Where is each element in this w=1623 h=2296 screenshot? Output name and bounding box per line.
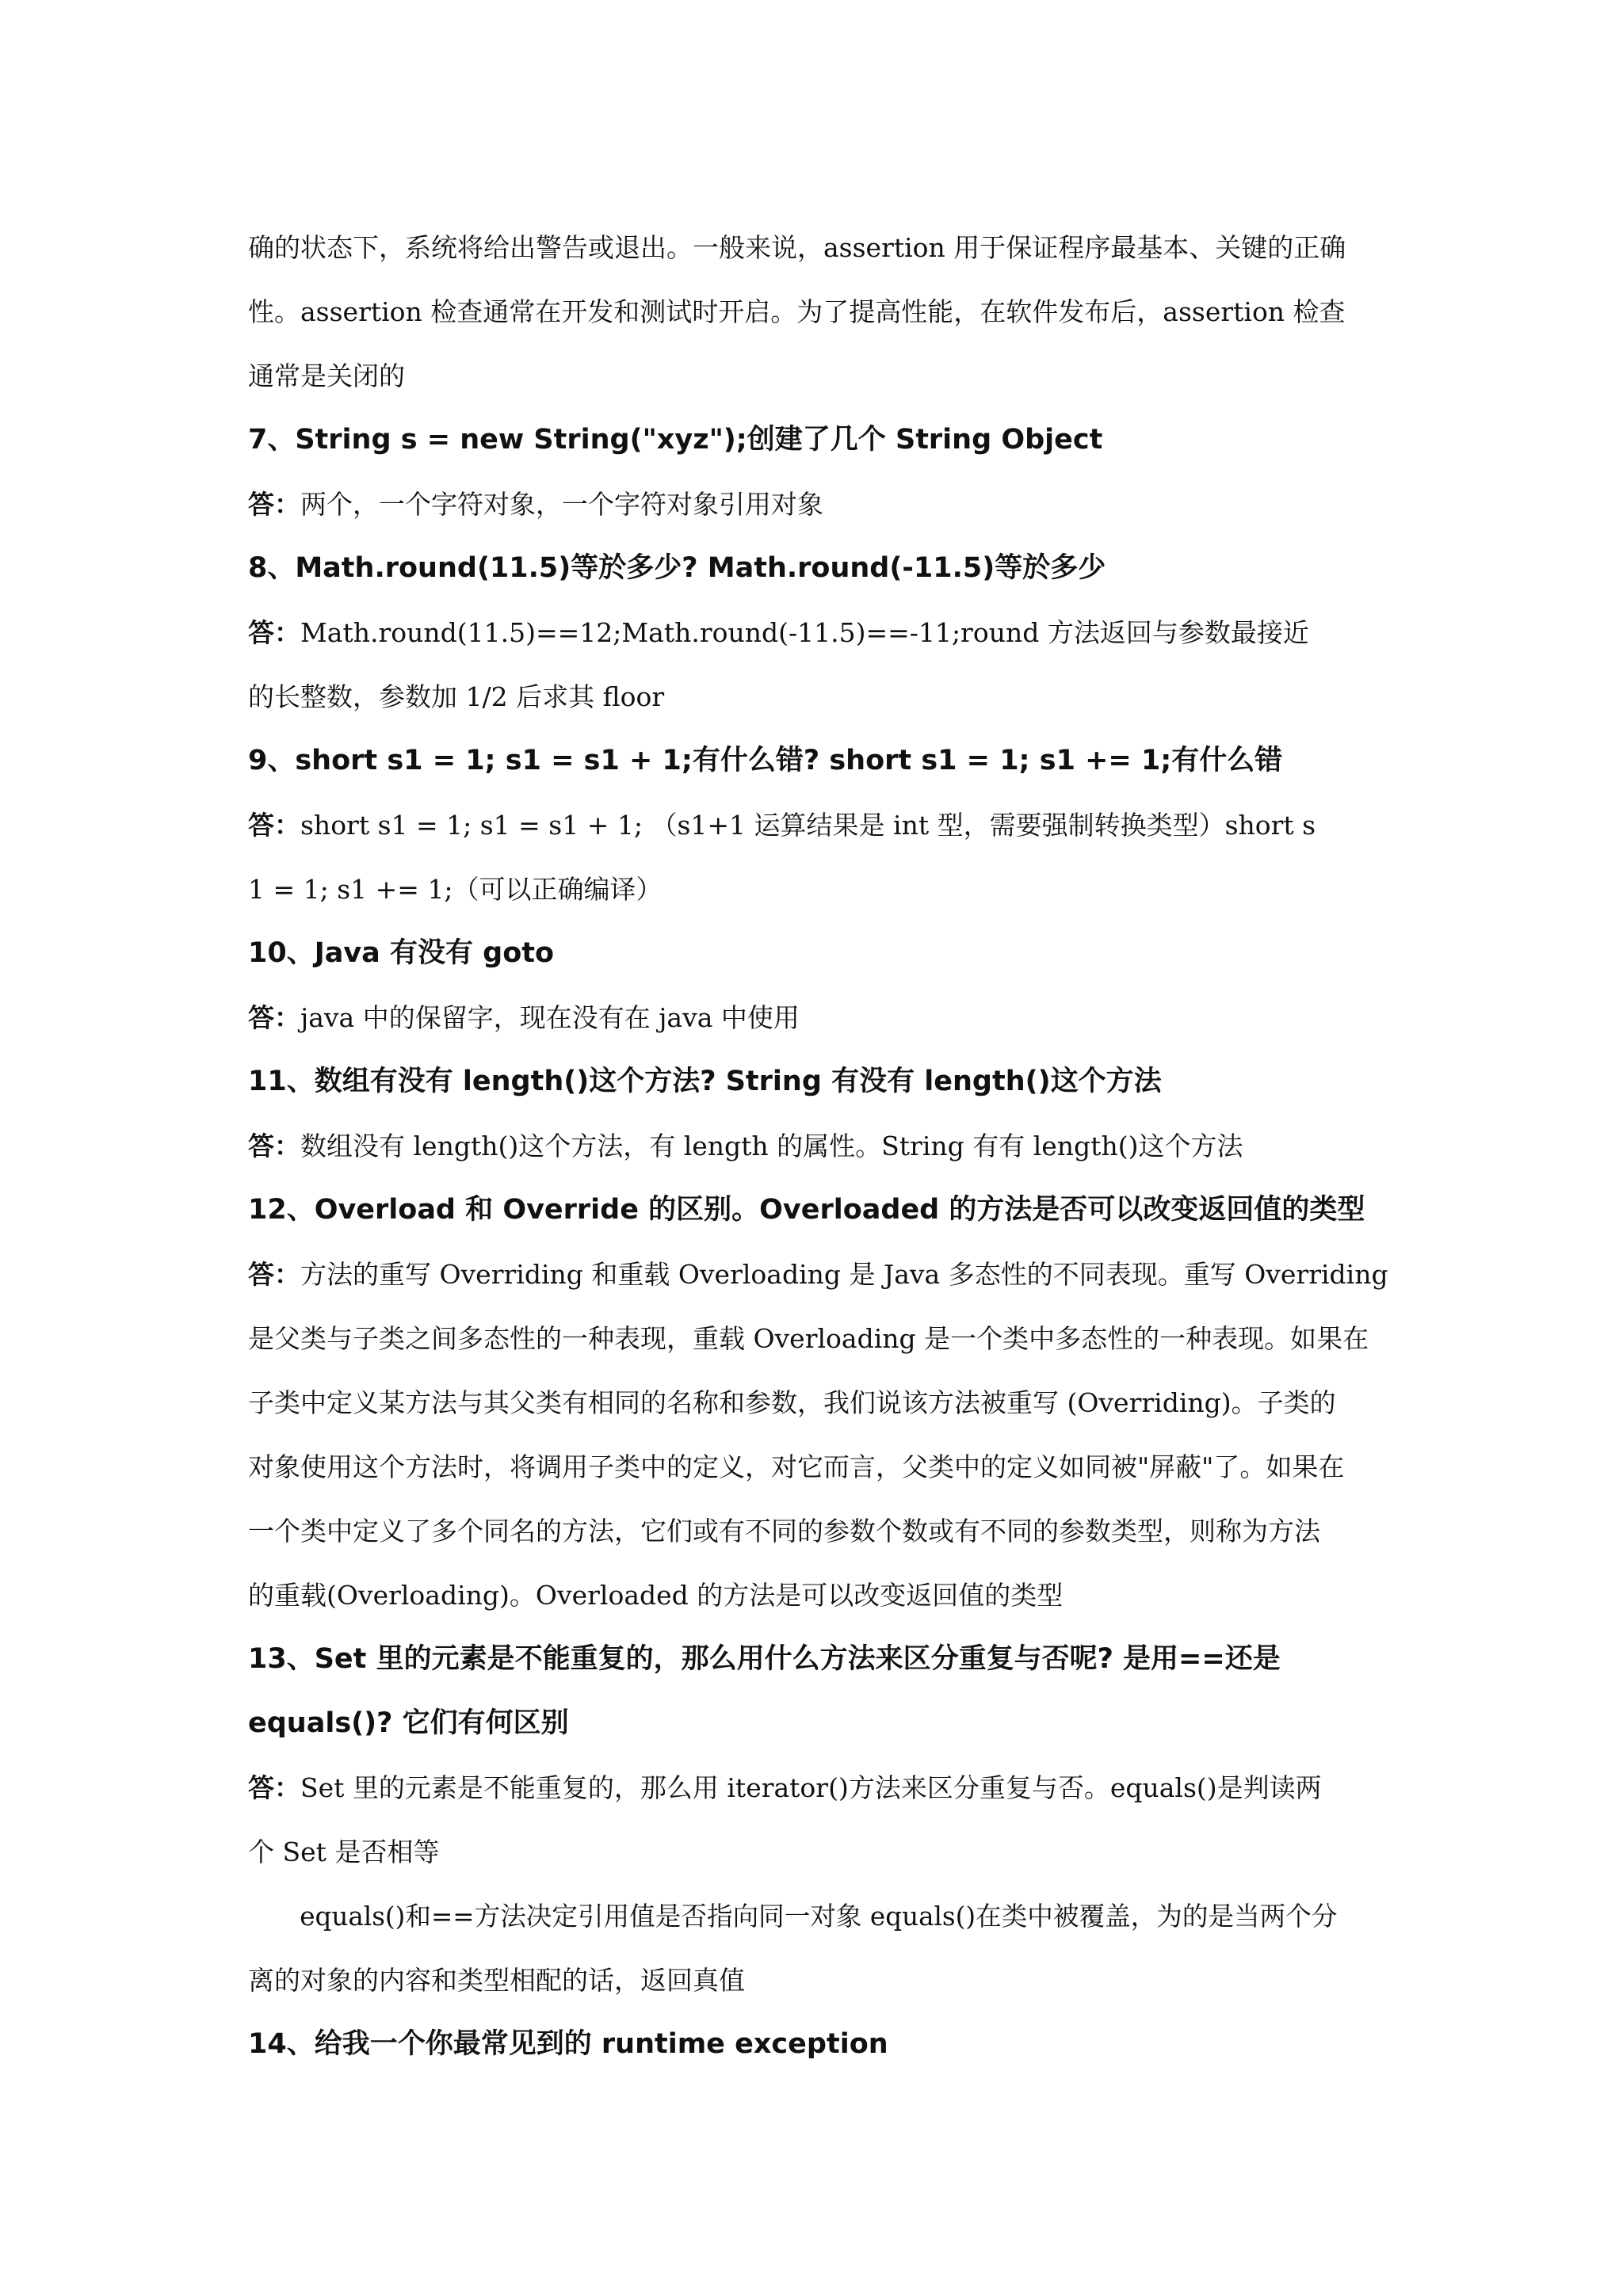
body-text-line: equals()和==方法决定引用值是否指向同一对象 equals()在类中被覆盖，为的是当两个分 [300, 1901, 1338, 1932]
question-heading: 12、Overload 和 Override 的区别。Overloaded 的方法是否可以改变返回值的类型 [248, 1194, 1365, 1226]
body-text-line: 是父类与子类之间多态性的一种表现，重载 Overloading 是一个类中多态性的一种表现。如果在 [248, 1323, 1369, 1354]
body-text-line: 通常是关闭的 [248, 360, 405, 391]
body-text-line: 确的状态下，系统将给出警告或退出。一般来说，assertion 用于保证程序最基本、关键的正确 [248, 232, 1346, 263]
answer-line [248, 793, 1389, 857]
question-heading: 9、short s1 = 1; s1 = s1 + 1;有什么错? short s1 = 1; s1 += 1;有什么错 [248, 745, 1283, 776]
body-text-line: 离的对象的内容和类型相配的话，返回真值 [248, 1965, 745, 1996]
question-heading: 13、Set 里的元素是不能重复的，那么用什么方法来区分重复与否呢? 是用==还是 [248, 1643, 1281, 1675]
answer-label: 答： [248, 810, 300, 841]
answer-text: Math.round(11.5)==12;Math.round(-11.5)==-11;round 方法返回与参数最接近 [300, 617, 1309, 648]
body-text-line: 一个类中定义了多个同名的方法，它们或有不同的参数个数或有不同的参数类型，则称为方法 [248, 1516, 1320, 1547]
answer-label: 答： [248, 489, 300, 520]
question-heading: 14、给我一个你最常见到的 runtime exception [248, 2028, 888, 2060]
answer-label: 答： [248, 1131, 300, 1161]
answer-label: 答： [248, 1772, 300, 1803]
document-page [248, 215, 1389, 2077]
answer-text: java 中的保留字，现在没有在 java 中使用 [300, 1002, 800, 1033]
body-text-line: 的重载(Overloading)。Overloaded 的方法是可以改变返回值的类型 [248, 1580, 1064, 1611]
body-text-line: 对象使用这个方法时，将调用子类中的定义，对它而言，父类中的定义如同被"屏蔽"了。如果在 [248, 1451, 1345, 1482]
answer-label: 答： [248, 1002, 300, 1033]
body-text-line: 1 = 1; s1 += 1;（可以正确编译） [248, 874, 663, 905]
question-heading: 7、String s = new String("xyz");创建了几个 String Object [248, 424, 1103, 456]
answer-line [248, 1242, 1389, 1306]
body-text-line: 个 Set 是否相等 [248, 1836, 440, 1867]
question-heading: 10、Java 有没有 goto [248, 937, 555, 969]
question-heading: 11、数组有没有 length()这个方法? String 有没有 length()这个方法 [248, 1066, 1162, 1097]
question-heading: equals()? 它们有何区别 [248, 1707, 569, 1739]
answer-label: 答： [248, 617, 300, 648]
body-text-line: 的长整数，参数加 1/2 后求其 floor [248, 681, 665, 712]
answer-line [248, 1756, 1389, 1820]
body-text-line: 性。assertion 检查通常在开发和测试时开启。为了提高性能，在软件发布后，assertion 检查 [248, 296, 1346, 327]
answer-line [248, 986, 1389, 1050]
answer-line [248, 601, 1389, 665]
answer-line [248, 472, 1389, 536]
answer-line [248, 1114, 1389, 1178]
answer-label: 答： [248, 1259, 300, 1290]
answer-text: 方法的重写 Overriding 和重载 Overloading 是 Java 多态性的不同表现。重写 Overriding [300, 1259, 1388, 1290]
question-heading: 8、Math.round(11.5)等於多少? Math.round(-11.5)等於多少 [248, 552, 1106, 584]
answer-text: 数组没有 length()这个方法，有 length 的属性。String 有有 length()这个方法 [300, 1131, 1243, 1161]
answer-text: 两个，一个字符对象，一个字符对象引用对象 [300, 489, 823, 520]
answer-text: Set 里的元素是不能重复的，那么用 iterator()方法来区分重复与否。equals()是判读两 [300, 1772, 1322, 1803]
body-text-line: 子类中定义某方法与其父类有相同的名称和参数，我们说该方法被重写 (Overriding)。子类的 [248, 1387, 1336, 1418]
answer-text: short s1 = 1; s1 = s1 + 1; （s1+1 运算结果是 int 型，需要强制转换类型）short s [300, 810, 1316, 841]
